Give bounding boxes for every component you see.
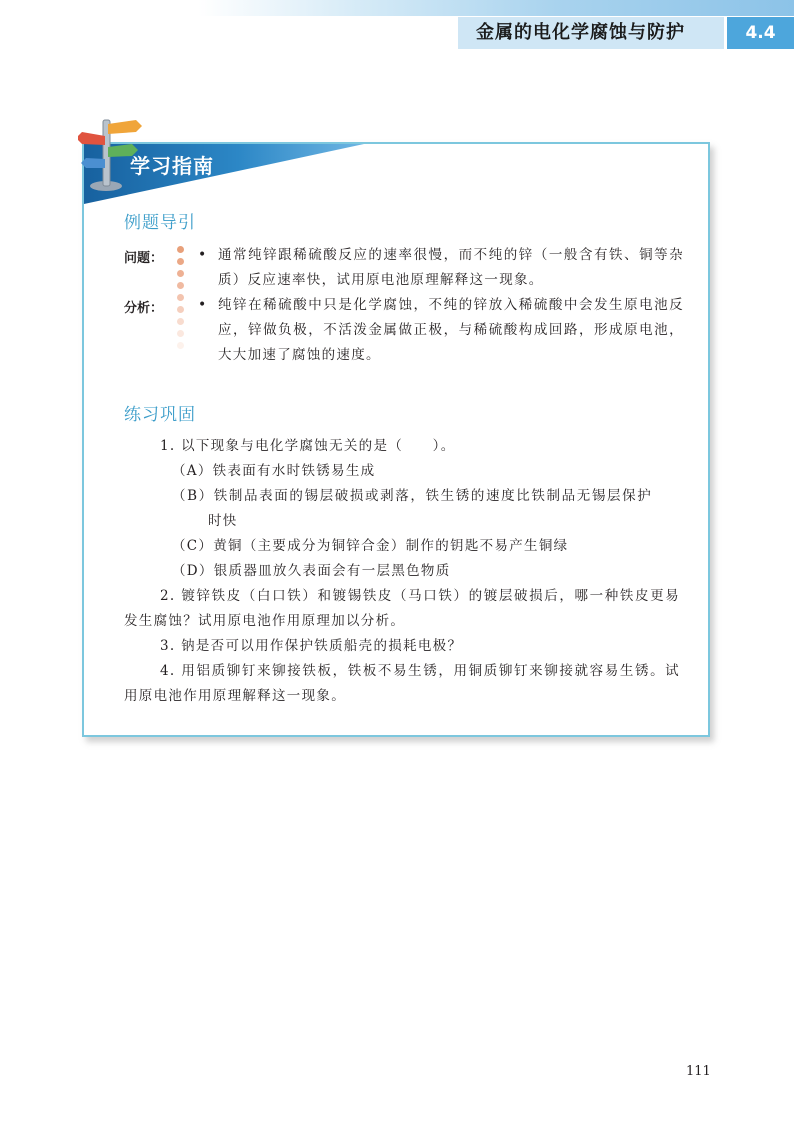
q1-option-d: （D）银质器皿放久表面会有一层黑色物质: [172, 563, 451, 579]
question-bullet: •: [198, 247, 207, 263]
section-number: 4.4: [727, 17, 794, 49]
analysis-text: 纯锌在稀硫酸中只是化学腐蚀，不纯的锌放入稀硫酸中会发生原电池反应，锌做负极，不活泼金属做正极，与稀硫酸构成回路，形成原电池，大大加速了腐蚀的速度。: [218, 297, 684, 363]
divider-dot: [177, 282, 184, 289]
q1-option-a: （A）铁表面有水时铁锈易生成: [172, 463, 376, 479]
practice-question-1: 1. 以下现象与电化学腐蚀无关的是（ ）。: [160, 438, 456, 454]
practice-heading: 练习巩固: [124, 405, 196, 425]
divider-dot: [177, 318, 184, 325]
page-number: 111: [686, 1064, 711, 1079]
divider-dot: [177, 306, 184, 313]
q1-option-b: （B）铁制品表面的锡层破损或剥落，铁生锈的速度比铁制品无锡层保护时快: [172, 488, 652, 529]
divider-dot: [177, 246, 184, 253]
analysis-bullet: •: [198, 297, 207, 313]
divider-dot: [177, 270, 184, 277]
header-decoration-band: [0, 0, 794, 16]
example-heading: 例题导引: [124, 213, 196, 233]
question-text: 通常纯锌跟稀硫酸反应的速率很慢，而不纯的锌（一般含有铁、铜等杂质）反应速率快，试用原电池原理解释这一现象。: [218, 247, 684, 288]
divider-dot: [177, 258, 184, 265]
question-label: 问题：: [124, 251, 164, 266]
analysis-label: 分析：: [124, 301, 164, 316]
divider-dot: [177, 330, 184, 337]
guide-banner-title: 学习指南: [130, 154, 214, 178]
q1-option-c: （C）黄铜（主要成分为铜锌合金）制作的钥匙不易产生铜绿: [172, 538, 569, 554]
practice-question-3: 3. 钠是否可以用作保护铁质船壳的损耗电极？: [160, 638, 463, 654]
practice-question-2: 2. 镀锌铁皮（白口铁）和镀锡铁皮（马口铁）的镀层破损后，哪一种铁皮更易发生腐蚀？试用原电池作用原理加以分析。: [124, 588, 680, 629]
section-title: 金属的电化学腐蚀与防护: [458, 17, 724, 49]
practice-question-4: 4. 用铝质铆钉来铆接铁板，铁板不易生锈，用铜质铆钉来铆接就容易生锈。试用原电池作用原理解释这一现象。: [124, 663, 680, 704]
divider-dot: [177, 294, 184, 301]
divider-dot: [177, 342, 184, 349]
learning-guide-box: [82, 142, 710, 737]
